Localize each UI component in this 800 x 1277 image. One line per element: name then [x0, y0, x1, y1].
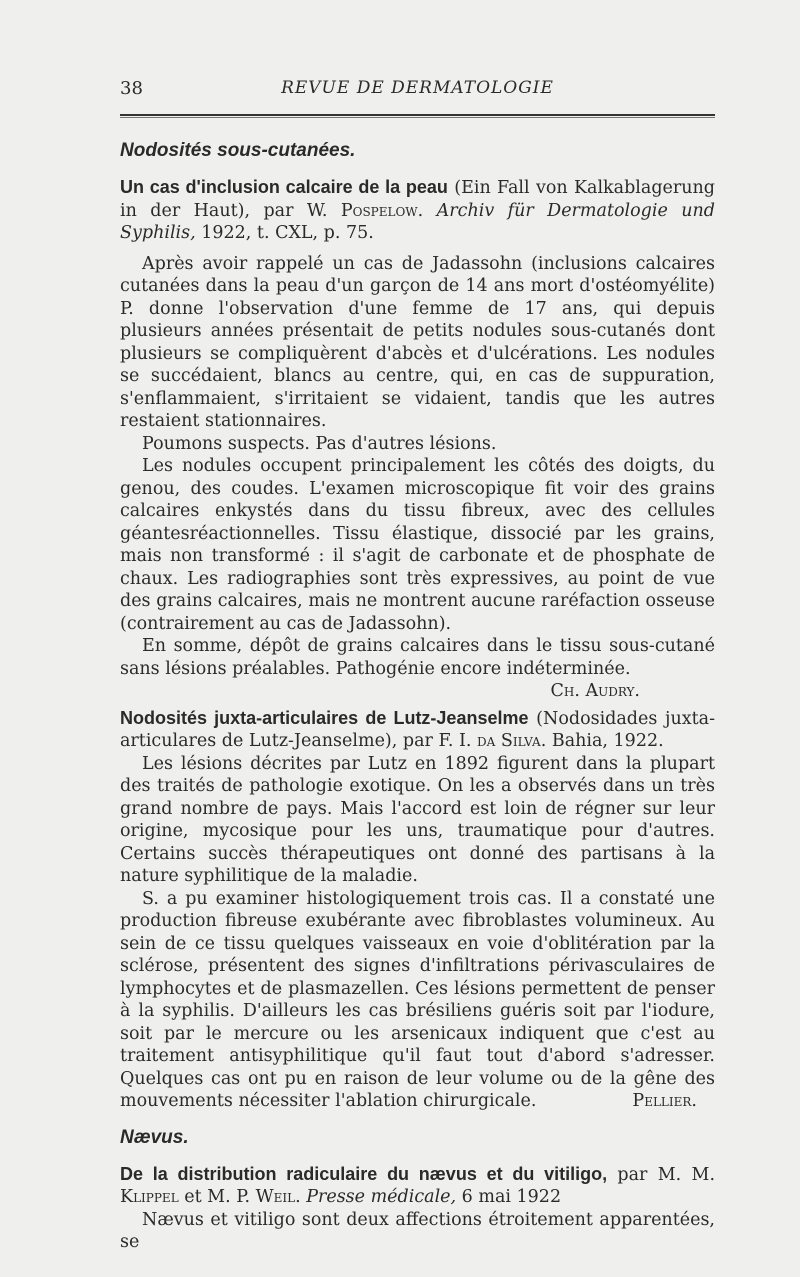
journal-name: Archiv für Dermatologie und Syphilis, [120, 200, 715, 243]
paragraph: En somme, dépôt de grains calcaires dans le tissu sous-cutané sans lésions préalables. Pathogénie encore indéterminée. [120, 636, 715, 679]
paragraph: Poumons suspects. Pas d'autres lésions. [142, 433, 497, 454]
paragraph: Les lésions décrites par Lutz en 1892 figurent dans la plupart des traités de pathologie exotique. On les a observés dans un très grand nombre de pays. Mais l'accord est loin de régner sur leur origine, mycosique pour les uns, traumatique pour d'autres. Certains succès thérapeutiques ont donné des partisans à la nature syphilitique de la maladie. [120, 753, 715, 886]
article-heading-2: Nodosités juxta-articulaires de Lutz-Jeanselme (Nodosidades juxta-articulares de Lutz-Jeanselme), par F. I. da Silva. Bahia, 1922. [120, 707, 715, 751]
journal-name: Presse médicale, [306, 1187, 457, 1207]
article-heading-3: De la distribution radiculaire du nævus et du vitiligo, par M. M. Klippel et M. P. Weil. Presse médicale, 6 mai 1922 [120, 1163, 716, 1207]
paragraph: Nævus et vitiligo sont deux affections étroitement apparentées, se [120, 1209, 715, 1252]
article-title-3: De la distribution radiculaire du nævus et du vitiligo, [120, 1163, 608, 1184]
article-title-1: Un cas d'inclusion calcaire de la peau [120, 177, 448, 197]
article-heading-1: Un cas d'inclusion calcaire de la peau (Ein Fall von Kalkablagerung in der Haut), par W. Pospelow. Archiv für Dermatologie und Syphilis, 1922, t. CXL, p. 75. [120, 177, 715, 243]
page-header [120, 78, 715, 102]
paragraph: Après avoir rappelé un cas de Jadassohn (inclusions calcaires cutanées dans la peau d'un garçon de 14 ans mort d'ostéomyélite) P. donne l'observation d'une femme de 17 ans, qui depuis plusieurs années présentait de petits nodules sous-cutanés dont plusieurs se compliquèrent d'abcès et d'ulcérations. Les nodules se succédaient, blancs au centre, qui, en cas de suppuration, s'enflammaient, s'irritaient se vidaient, tandis que les autres restaient stationnaires. [120, 253, 715, 431]
signature-pellier: Pellier. [632, 1091, 697, 1111]
article-title-2: Nodosités juxta-articulaires de Lutz-Jeanselme [120, 707, 529, 728]
main-content [120, 140, 715, 1254]
page-number: 38 [120, 78, 143, 99]
author-name: Pospelow [340, 200, 418, 221]
author-name: Weil [255, 1187, 296, 1207]
paragraph: Les nodules occupent principalement les côtés des doigts, du genou, des coudes. L'examen microscopique fit voir des grains calcaires enkystés dans du tissu fibreux, avec des cellules géantesréactionnelles. Tissu élastique, dissocié par les grains, mais non transformé : il s'agit de carbonate et de phosphate de chaux. Les radiographies sont très expressives, au point de vue des grains calcaires, mais ne montrent aucune raréfaction osseuse (contrairement au cas de Jadassohn). [120, 456, 715, 634]
section-title-nodosites: Nodosités sous-cutanées. [120, 140, 356, 161]
header-rule-thin [120, 117, 715, 118]
signature-audry: Ch. Audry. [550, 681, 640, 701]
section-title-naevus: Nævus. [120, 1126, 189, 1148]
header-rule [120, 114, 715, 116]
author-name: da Silva [477, 731, 541, 751]
author-name: Klippel [120, 1187, 179, 1207]
running-title: REVUE DE DERMATOLOGIE [281, 78, 554, 98]
paragraph: S. a pu examiner histologiquement trois cas. Il a constaté une production fibreuse exubérante avec fibroblastes volumineux. Au sein de ce tissu quelques vaisseaux en voie d'oblitération par la sclérose, présentent des signes d'infiltrations périvasculaires de lymphocytes et de plasmazellen. Ces lésions permettent de penser à la syphilis. D'ailleurs les cas brésiliens guéris soit par l'iodure, soit par le mercure ou les arsenicaux indiquent que c'est au traitement antisyphilitique qu'il faut tout d'abord s'adresser. Quelques cas ont pu en raison de leur volume ou de la gêne des mouvements nécessiter l'ablation chirurgicale. Pellier. [120, 888, 715, 1111]
